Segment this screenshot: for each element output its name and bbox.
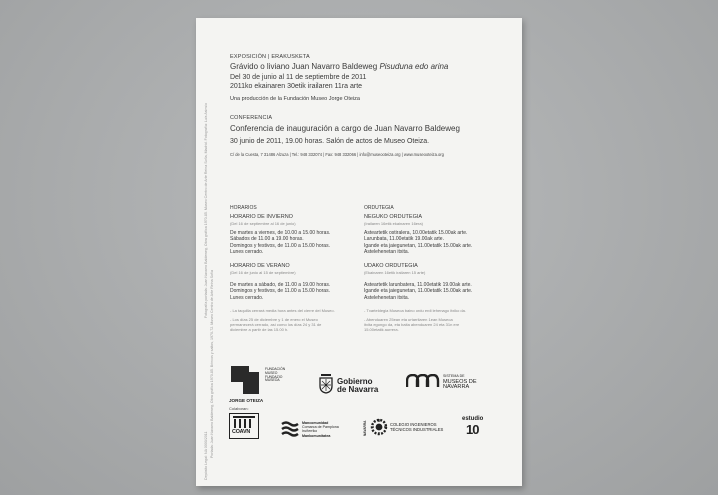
hours-line: Astelehenetan itxita. [364,294,410,301]
mancomunidad-waves-icon [281,420,299,438]
mancomunidad-logo [281,420,339,443]
hours-line: Lunes cerrado. [230,294,264,301]
winter-range-eu: (Irailaren 16etik ekainaren 16era) [364,221,423,226]
fundacion-line: MUSEO [265,370,278,375]
conference-datetime: 30 junio de 2011, 19.00 horas. Salón de actos de Museo Oteiza. [230,138,430,145]
gobierno-line: de Navarra [337,385,379,394]
hours-line: Astelehenetan itxita. [364,249,410,256]
museos-line: MUSEOS DE [443,378,477,385]
note2-eu [364,317,459,332]
mancomunidad-line: Iruñerriko [302,429,318,434]
jorge-oteiza-text: JORGE OTEIZA [229,398,264,403]
note2-es [230,317,321,332]
exhibition-title-extra: Pisuduna edo arina [379,62,449,71]
navarra-shield-icon [318,372,334,394]
note-line: - Los días 25 de diciembre y 1 de enero el Museo [230,317,318,322]
exhibition-title-main: Grávido o liviano Juan Navarro Baldeweg [230,62,378,71]
hours-line: Asteartetik ostiralera, 10.00etatik 15.00ak arte. [364,230,468,236]
exhibition-dates-eu: 2011ko ekainaren 30etik irailaren 11ra arte [230,83,363,90]
summer-hours-es [230,282,330,301]
summer-title-eu: UDAKO ORDUTEGIA [364,263,418,269]
exhibition-dates-es: Del 30 de junio al 11 de septiembre de 2011 [230,74,367,81]
navarra-vertical-text: NAVARRA [363,420,367,436]
fundacion-text [265,368,285,383]
winter-hours-eu [364,230,472,256]
contact-tel: Tel.: 948 332074 [291,152,323,157]
winter-title-es: HORARIO DE INVIERNO [230,214,293,220]
mancomunidad-text [302,421,339,438]
colegio-line: TÉCNICOS INDUSTRIALES [390,427,444,432]
colegio-line: COLEGIO INGENIEROS [390,422,437,427]
museos-navarra-logo [406,374,477,393]
summer-range-eu: (Ekainaren 16etik irailaren 15 arte) [364,270,426,275]
estudio-text: estudio [462,416,484,422]
hours-line: Lunes cerrado. [230,249,264,256]
summer-range-es: (Del 16 de junio al 15 de septiembre) [230,270,296,275]
fundacion-line: FUNDAZIO [265,374,283,379]
exhibition-production: Una producción de la Fundación Museo Jorge Oteiza [230,96,360,102]
fundacion-line: FUNDACIÓN [265,367,286,371]
summer-hours-eu [364,282,472,301]
oteiza-mark-icon [229,364,261,396]
colegio-text [390,422,443,432]
coavn-text: COAVN [232,429,251,435]
vertical-credit-2: Portada: Juan Navarro Baldeweg, Obra gráfica 1970-85. Brincos y saltos, 1970-72. Museo Centro de Arte Reina Sofía [210,270,214,458]
museos-arches-icon [406,374,440,388]
gobierno-line: Gobierno [337,377,373,386]
fundacion-museo-oteiza-logo [229,364,286,403]
summer-title-es: HORARIO DE VERANO [230,263,290,269]
note1-es: - La taquilla cerrará media hora antes del cierre del Museo. [230,308,335,313]
museos-line: NAVARRA [443,384,470,390]
estudio-number: 10 [466,422,479,437]
vertical-credit-1: Fotografía portada: Juan Navarro Baldeweg, Obra gráfica 1970-85. Museo Centro de Arte Reina Sofía, Madrid. Fotografía: Luis Asinsio [204,103,208,318]
hours-line: Asteartetik larunbatera, 11.00etatik 19.00ak arte. [364,282,472,288]
mancomunidad-line: Mancomunidad [302,421,329,425]
conference-label: CONFERENCIA [230,115,273,121]
note-line: diciembre a partir de las 15.00 h. [230,327,289,332]
winter-title-eu: NEGUKO ORDUTEGIA [364,214,423,220]
hours-line: Larunbata, 11.00etatik 19.00ak arte. [364,236,444,243]
fundacion-line: MUSEOA [265,378,280,383]
hours-line: Igande eta jaiegunetan, 11.00etatik 15.00ak arte. [364,288,473,295]
mancomunidad-line: Comarca de Pamplona [302,425,339,430]
hours-line: Sábados de 11.00 a 19.00 horas. [230,236,304,243]
colegio-ingenieros-logo [370,418,444,441]
flyer-sheet [196,18,522,486]
note-line: permanecerá cerrado, así como los días 24 y 31 de [230,322,322,327]
gear-emblem-icon [370,418,388,436]
hours-es-label: HORARIOS [230,205,257,211]
note-line: itxita egongo da, eta baita abenduaren 24 eta 31n ere [364,322,460,327]
vertical-credit-3: Depósito Legal: NA 0000/2011 [204,431,208,480]
hours-line: Domingos y festivos, de 11.00 a 15.00 horas. [230,288,330,295]
contact-address: C/ de la Cuesta, 7 31486 Alzuza [230,152,289,157]
coavn-columns-icon [230,415,258,429]
conference-title: Conferencia de inauguración a cargo de Juan Navarro Baldeweg [230,124,460,133]
hours-eu-label: ORDUTEGIA [364,205,394,211]
museos-line: SISTEMA DE [443,374,465,378]
contact-fax: Fax: 948 332066 [325,152,357,157]
museos-text [443,374,477,391]
hours-line: Igande eta jaiegunetan, 11.00etatik 15.00ak arte. [364,242,473,249]
hours-line: De martes a sábado, de 11.00 a 19.00 horas. [230,282,331,288]
contact-email: info@museooteiza.org [359,152,401,157]
coavn-logo [229,413,259,439]
colaboran-label: Colaboran: [229,406,249,411]
exhibition-title [230,62,448,71]
note1-eu: - Txarteldegia Museoa baino ordu erdi lehenago itxiko da. [364,308,466,313]
hours-line: De martes a viernes, de 10.00 a 15.00 horas. [230,230,331,236]
winter-hours-es [230,230,330,256]
mancomunidad-line: Mankomunitatea [302,433,331,438]
hours-line: Domingos y festivos, de 11.00 a 15.00 horas. [230,242,330,249]
note-line: 15.00etatik aurrera. [364,327,399,332]
contact-web: www.museooteiza.org [403,152,444,157]
winter-range-es: (Del 16 de septiembre al 16 de junio) [230,221,296,226]
gobierno-text [337,378,378,394]
exhibition-label: EXPOSICIÓN | ERAKUSKETA [230,54,310,60]
note-line: - Abenduaren 25ean eta urtarrilaren 1ean Museoa [364,317,453,322]
gobierno-navarra-logo [318,372,379,399]
contact-line: C/ de la Cuesta, 7 31486 Alzuza | Tel.: 948 332074 | Fax: 948 332066 | info@museooteiza.org | www.museooteiza.org [230,152,444,157]
